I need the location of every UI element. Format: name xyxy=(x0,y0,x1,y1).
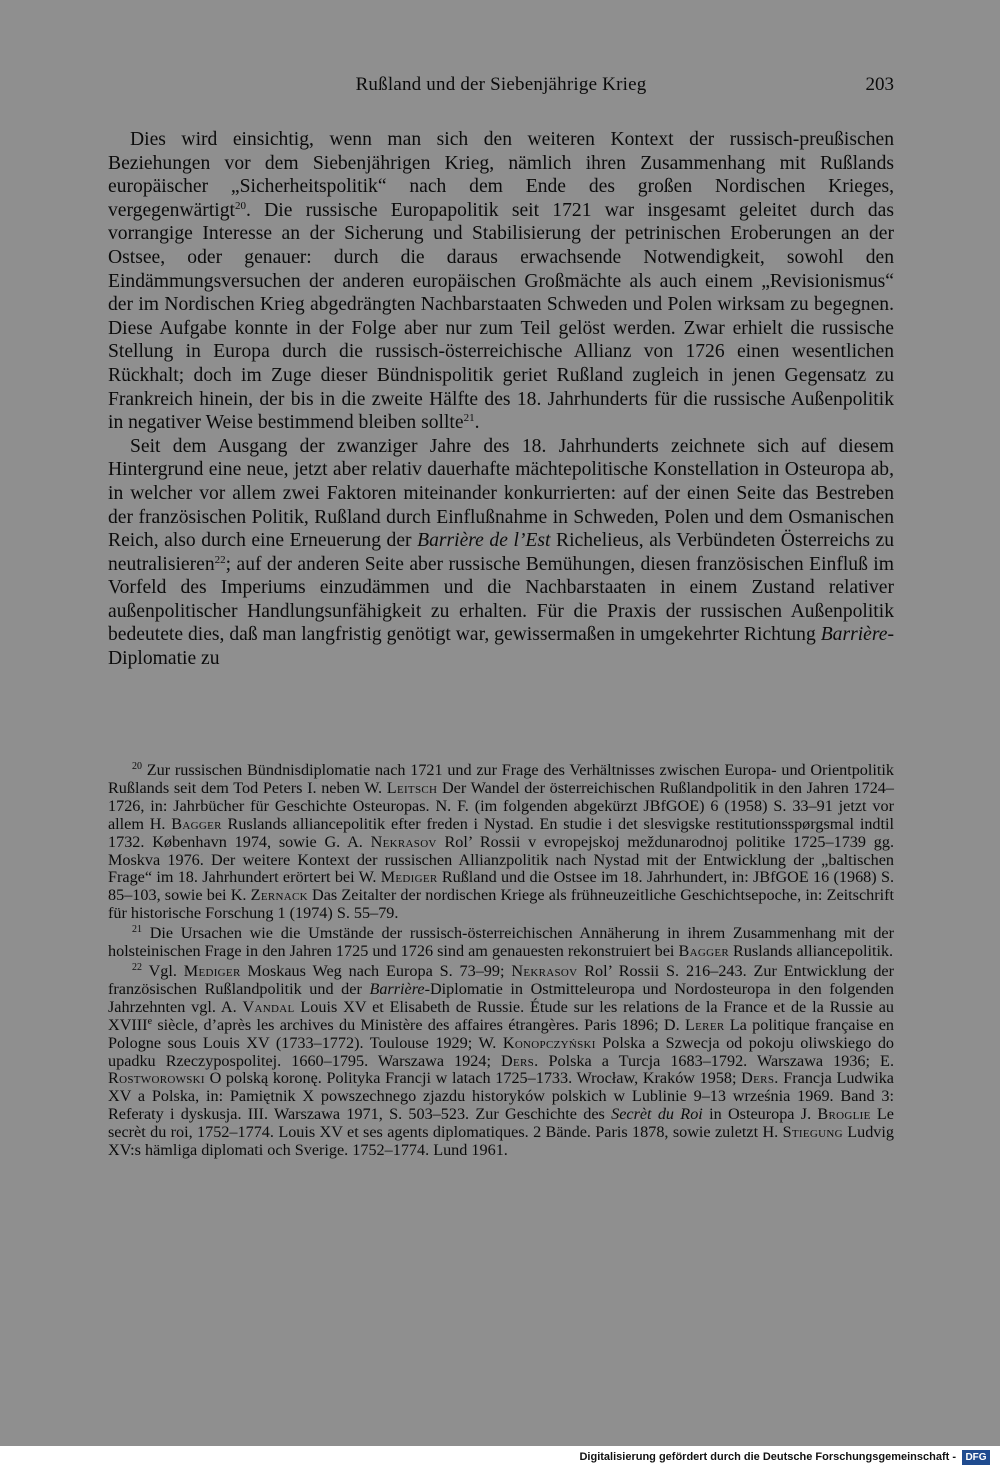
text-run: O polską koronę. Polityka Francji w latach 1725–1733. Wrocław, Kraków 1958; xyxy=(204,1069,742,1088)
author-name: Konopczyński xyxy=(502,1033,596,1052)
footnote-ref-21[interactable]: 21 xyxy=(463,412,475,425)
text-run: Vgl. xyxy=(142,961,184,980)
text-run: Das Zeitalter der nordischen Kriege als frühneuzeitliche Geschichtsepoche, in: Zeitschrift für historische Forschung 1 (1974) S. 55–79. xyxy=(108,886,895,923)
text-run: Moskaus Weg nach Europa S. 73–99; xyxy=(240,961,512,980)
footnote-21 xyxy=(108,925,894,961)
text-run: Francja Ludwika XV a Polska, in: Pamiętnik X powszechnego zjazdu historyków polskich w Lublinie 9–13 września 1969. Band 3: Referaty i dyskusja. III. Warszawa 1971, S. 503–523. Zur Geschichte des xyxy=(108,1069,894,1124)
author-name: Stiegung xyxy=(782,1123,843,1142)
text-run: ; auf der anderen Seite aber russische Bemühungen, diesen französischen Einfluß im Vorfeld des Imperiums einzudämmen und die Nachbarstaaten in einem Zustand relativer außenpolitischer Handlungsunfähigkeit zu erhalten. Für die Praxis der russischen Außenpolitik bedeutete dies, daß man langfristig genötigt war, gewissermaßen in umgekehrter Richtung xyxy=(108,553,894,646)
text-run: Rußland und die Ostsee im 18. Jahrhundert, in: JBfGOE 16 (1968) S. 85–103, sowie bei K. xyxy=(108,868,894,905)
author-name: Bagger xyxy=(171,814,222,833)
author-name: Ders. xyxy=(741,1069,779,1088)
text-run: -Diplomatie zu xyxy=(108,624,894,670)
text-run: . xyxy=(474,412,480,434)
dfg-logo-icon[interactable]: DFG xyxy=(962,1450,990,1465)
text-run: Le secrèt du roi, 1752–1774. Louis XV et ses agents diplomatiques. 2 Bände. Paris 1878, sowie zuletzt H. xyxy=(108,1105,894,1142)
author-name: Mediger xyxy=(183,961,241,980)
text-run: Der Wandel der österreichischen Rußlandpolitik in den Jahren 1724–1726, in: Jahrbücher für Geschichte Osteuropas. N. F. (im folgenden abgekürzt JBfGOE) 6 (1958) S. 33–91 jetzt vor allem H. xyxy=(108,778,894,833)
text-run: Polska a Turcja 1683–1792. Warszawa 1936; E. xyxy=(538,1051,894,1070)
italic-term: Secrèt du Roi xyxy=(611,1105,703,1124)
text-run: Ruslands alliancepolitik efter freden i Nystad. En studie i det slesvigske restitutionsspørgsmal indtil 1732. København 1974, sowie G. A. xyxy=(108,814,894,851)
footnote-number: 22 xyxy=(132,961,142,973)
main-text xyxy=(108,128,894,671)
running-header xyxy=(108,74,894,104)
paragraph-1 xyxy=(108,128,894,435)
author-name: Zernack xyxy=(250,886,308,905)
footnote-number: 21 xyxy=(132,924,142,936)
text-run: in Osteuropa J. xyxy=(702,1105,818,1124)
author-name: Ders. xyxy=(501,1051,539,1070)
dfg-credit-text: Digitalisierung gefördert durch die Deutsche Forschungsgemeinschaft - xyxy=(579,1451,956,1463)
text-run: . Die russische Europapolitik seit 1721 war insgesamt geleitet durch das vorrangige Interesse an der Sicherung und Stabilisierung der petrinischen Eroberungen an der Ostsee, oder genauer: durch die daraus erwachsende Notwendigkeit, sowohl den Eindämmungsversuchen der anderen europäischen Großmächte als auch einem „Revisionismus“ der im Nordischen Krieg abgedrängten Nachbarstaaten Schweden und Polen wirksam zu begegnen. Diese Aufgabe konnte in der Folge aber nur zum Teil gelöst werden. Zwar erhielt die russische Stellung in Europa durch die russisch-österreichische Allianz von 1726 einen wesentlichen Rückhalt; doch im Zuge dieser Bündnispolitik geriet Rußland zugleich in jenen Gegensatz zu Frankreich hinein, der bis in die zweite Hälfte des 18. Jahrhunderts für die russische Außenpolitik in negativer Weise bestimmend bleiben sollte xyxy=(108,199,894,434)
italic-term: Barrière de l’Est xyxy=(417,530,551,552)
superscript-e: e xyxy=(147,1015,153,1027)
footnote-number: 20 xyxy=(132,761,142,772)
italic-term: Barrière xyxy=(369,979,425,998)
author-name: Nekrasov xyxy=(511,961,578,980)
author-name: Vandal xyxy=(242,997,295,1016)
text-run: Polska a Szwecja od pokoju oliwskiego do upadku Rzeczypospolitej. 1660–1795. Warszawa 1924; xyxy=(108,1033,895,1070)
author-name: Mediger xyxy=(380,868,438,887)
text-run: Louis XV et Elisabeth de Russie. Étude sur les relations de la France et de la Russie au XVIII xyxy=(108,997,894,1034)
footnote-ref-20[interactable]: 20 xyxy=(234,199,246,212)
running-title: Rußland und der Siebenjährige Krieg xyxy=(355,74,647,95)
paragraph-2 xyxy=(108,435,894,671)
text-run: Zur russischen Bündnisdiplomatie nach 1721 und zur Frage des Verhältnisses zwischen Europa- und Orientpolitik Rußlands seit dem Tod Peters I. neben W. xyxy=(108,761,894,797)
author-name: Lerer xyxy=(684,1015,725,1034)
footnotes xyxy=(108,762,894,1162)
author-name: Broglie xyxy=(817,1105,871,1124)
text-run: Ruslands alliancepolitik. xyxy=(728,942,894,961)
text-run: Dies wird einsichtig, wenn man sich den weiteren Kontext der russisch-preußischen Beziehungen vor dem Siebenjährigen Krieg, nämlich ihren Zusammenhang mit Rußlands europäischer „Sicherheitspolitik“ nach dem Ende des großen Nordischen Krieges, vergegenwärtigt xyxy=(108,129,894,221)
text-run: -Diplomatie in Ostmitteleuropa und Nordosteuropa in den folgenden Jahrzehnten vgl. A. xyxy=(108,979,894,1016)
italic-term: Barrière xyxy=(820,624,888,646)
page-number: 203 xyxy=(865,74,894,95)
text-run: La politique française en Pologne sous Louis XV (1733–1772). Toulouse 1929; W. xyxy=(108,1015,895,1052)
author-name: Rostworowski xyxy=(108,1069,205,1088)
text-run: Die Ursachen wie die Umstände der russisch-österreichischen Annäherung in ihrem Zusammenhang mit der holsteinischen Frage in den Jahren 1725 und 1726 sind am genauesten rekonstruiert bei xyxy=(108,924,894,961)
footnote-22 xyxy=(108,963,894,1160)
author-name: Nekrasov xyxy=(370,832,437,851)
text-run: Rol’ Rossii v evropejskoj meždunarodnoj politike 1725–1739 gg. Moskva 1976. Der weitere Kontext der russischen Allianzpolitik nach Nystad mit der Entwicklung der „baltischen Frage“ im 18. Jahrhundert erörtert bei W. xyxy=(108,832,895,887)
text-run: siècle, d’après les archives du Ministère des affaires étrangères. Paris 1896; D. xyxy=(152,1015,685,1034)
text-run: Ludvig XV:s hämliga diplomati och Sverige. 1752–1774. Lund 1961. xyxy=(108,1123,894,1160)
author-name: Leitsch xyxy=(386,778,438,797)
text-run: Rol’ Rossii S. 216–243. Zur Entwicklung der französischen Rußlandpolitik und der xyxy=(108,961,894,998)
text-run: Richelieus, als Verbündeten Österreichs zu neutralisieren xyxy=(108,530,894,575)
footnote-ref-22[interactable]: 22 xyxy=(214,553,226,566)
text-run: Seit dem Ausgang der zwanziger Jahre des 18. Jahrhunderts zeichnete sich auf diesem Hintergrund eine neue, jetzt aber relativ dauerhafte mächtepolitische Konstellation in Osteuropa ab, in welcher vor allem zwei Faktoren miteinander konkurrierten: auf der einen Seite das Bestreben der französischen Politik, Rußland durch Einflußnahme in Schweden, Polen und dem Osmanischen Reich, also durch eine Erneuerung der xyxy=(108,435,894,552)
author-name: Bagger xyxy=(678,942,729,961)
footnote-20 xyxy=(108,762,894,923)
digitization-footer xyxy=(0,1446,1000,1470)
